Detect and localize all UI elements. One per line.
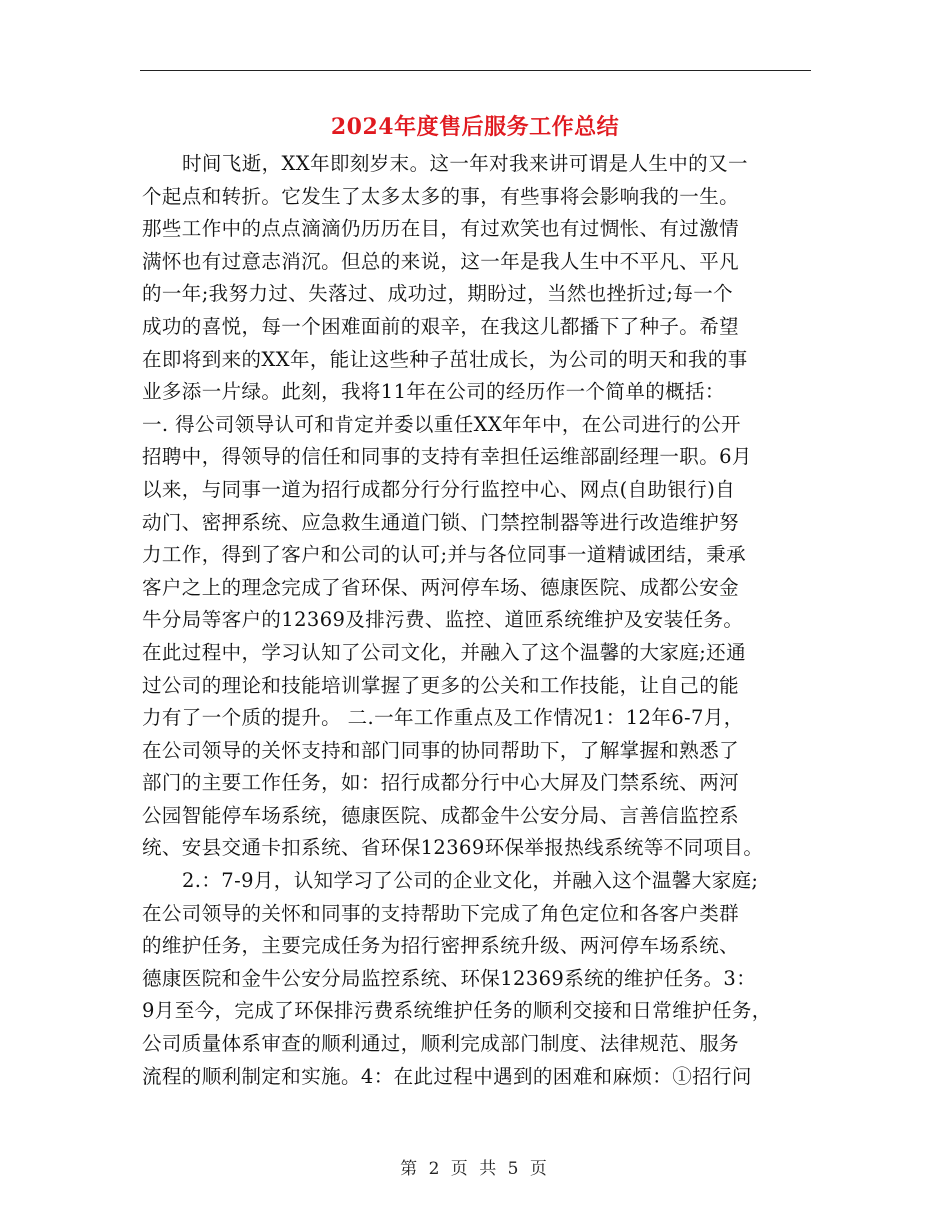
text-line: 业多添一片绿。此刻，我将11年在公司的经历作一个简单的概括： [142, 380, 725, 404]
text-line: 统、安县交通卡扣系统、省环保12369环保举报热线系统等不同项目。 [142, 836, 764, 860]
document-title: 2024年度售后服务工作总结 [330, 114, 620, 140]
text-line: 成功的喜悦，每一个困难面前的艰辛，在我这儿都播下了种子。希望 [142, 314, 740, 338]
text-line: 牛分局等客户的12369及排污费、监控、道匝系统维护及安装任务。 [142, 608, 744, 632]
text-line: 的维护任务，主要完成任务为招行密押系统升级、两河停车场系统、 [142, 934, 740, 958]
text-line: 那些工作中的点点滴滴仍历历在目，有过欢笑也有过惆怅、有过激情 [142, 217, 740, 241]
text-line: 公园智能停车场系统，德康医院、成都金牛公安分局、言善信监控系 [142, 803, 740, 827]
text-line: 满怀也有过意志消沉。但总的来说，这一年是我人生中不平凡、平凡 [142, 249, 740, 273]
text-line: 招聘中，得领导的信任和同事的支持有幸担任运维部副经理一职。6月 [142, 445, 752, 469]
text-line: 过公司的理论和技能培训掌握了更多的公关和工作技能，让自己的能 [142, 673, 740, 697]
text-line: 公司质量体系审查的顺利通过，顺利完成部门制度、法律规范、服务 [142, 1032, 740, 1056]
text-line: 部门的主要工作任务，如：招行成都分行中心大屏及门禁系统、两河 [142, 771, 740, 795]
document-body [142, 148, 818, 1093]
text-line: 在公司领导的关怀支持和部门同事的协同帮助下，了解掌握和熟悉了 [142, 738, 740, 762]
text-line: 德康医院和金牛公安分局监控系统、环保12369系统的维护任务。3： [142, 966, 757, 990]
text-line: 2.：7-9月，认知学习了公司的企业文化，并融入这个温馨大家庭; [182, 869, 759, 893]
header-rule [140, 70, 811, 71]
text-line: 流程的顺利制定和实施。4：在此过程中遇到的困难和麻烦：①招行问 [142, 1064, 752, 1088]
text-line: 在此过程中，学习认知了公司文化，并融入了这个温馨的大家庭;还通 [142, 640, 746, 664]
text-line: 在即将到来的XX年，能让这些种子茁壮成长，为公司的明天和我的事 [142, 347, 748, 371]
text-line: 一. 得公司领导认可和肯定并委以重任XX年年中，在公司进行的公开 [142, 412, 741, 436]
text-line: 9月至今，完成了环保排污费系统维护任务的顺利交接和日常维护任务， [142, 999, 772, 1023]
text-line: 力工作，得到了客户和公司的认可;并与各位同事一道精诚团结，秉承 [142, 543, 746, 567]
text-line: 个起点和转折。它发生了太多太多的事，有些事将会影响我的一生。 [142, 184, 740, 208]
text-line: 力有了一个质的提升。 二.一年工作重点及工作情况1：12年6-7月， [142, 706, 744, 730]
text-line: 客户之上的理念完成了省环保、两河停车场、德康医院、成都公安金 [142, 575, 740, 599]
text-line: 在公司领导的关怀和同事的支持帮助下完成了角色定位和各客户类群 [142, 901, 740, 925]
text-line: 动门、密押系统、应急救生通道门锁、门禁控制器等进行改造维护努 [142, 510, 740, 534]
page-number-footer: 第 2 页 共 5 页 [400, 1159, 550, 1179]
text-line: 的一年;我努力过、失落过、成功过，期盼过，当然也挫折过;每一个 [142, 282, 734, 306]
text-line: 时间飞逝，XX年即刻岁末。这一年对我来讲可谓是人生中的又一 [182, 152, 748, 175]
text-line: 以来，与同事一道为招行成都分行分行监控中心、网点(自助银行)自 [142, 477, 736, 501]
